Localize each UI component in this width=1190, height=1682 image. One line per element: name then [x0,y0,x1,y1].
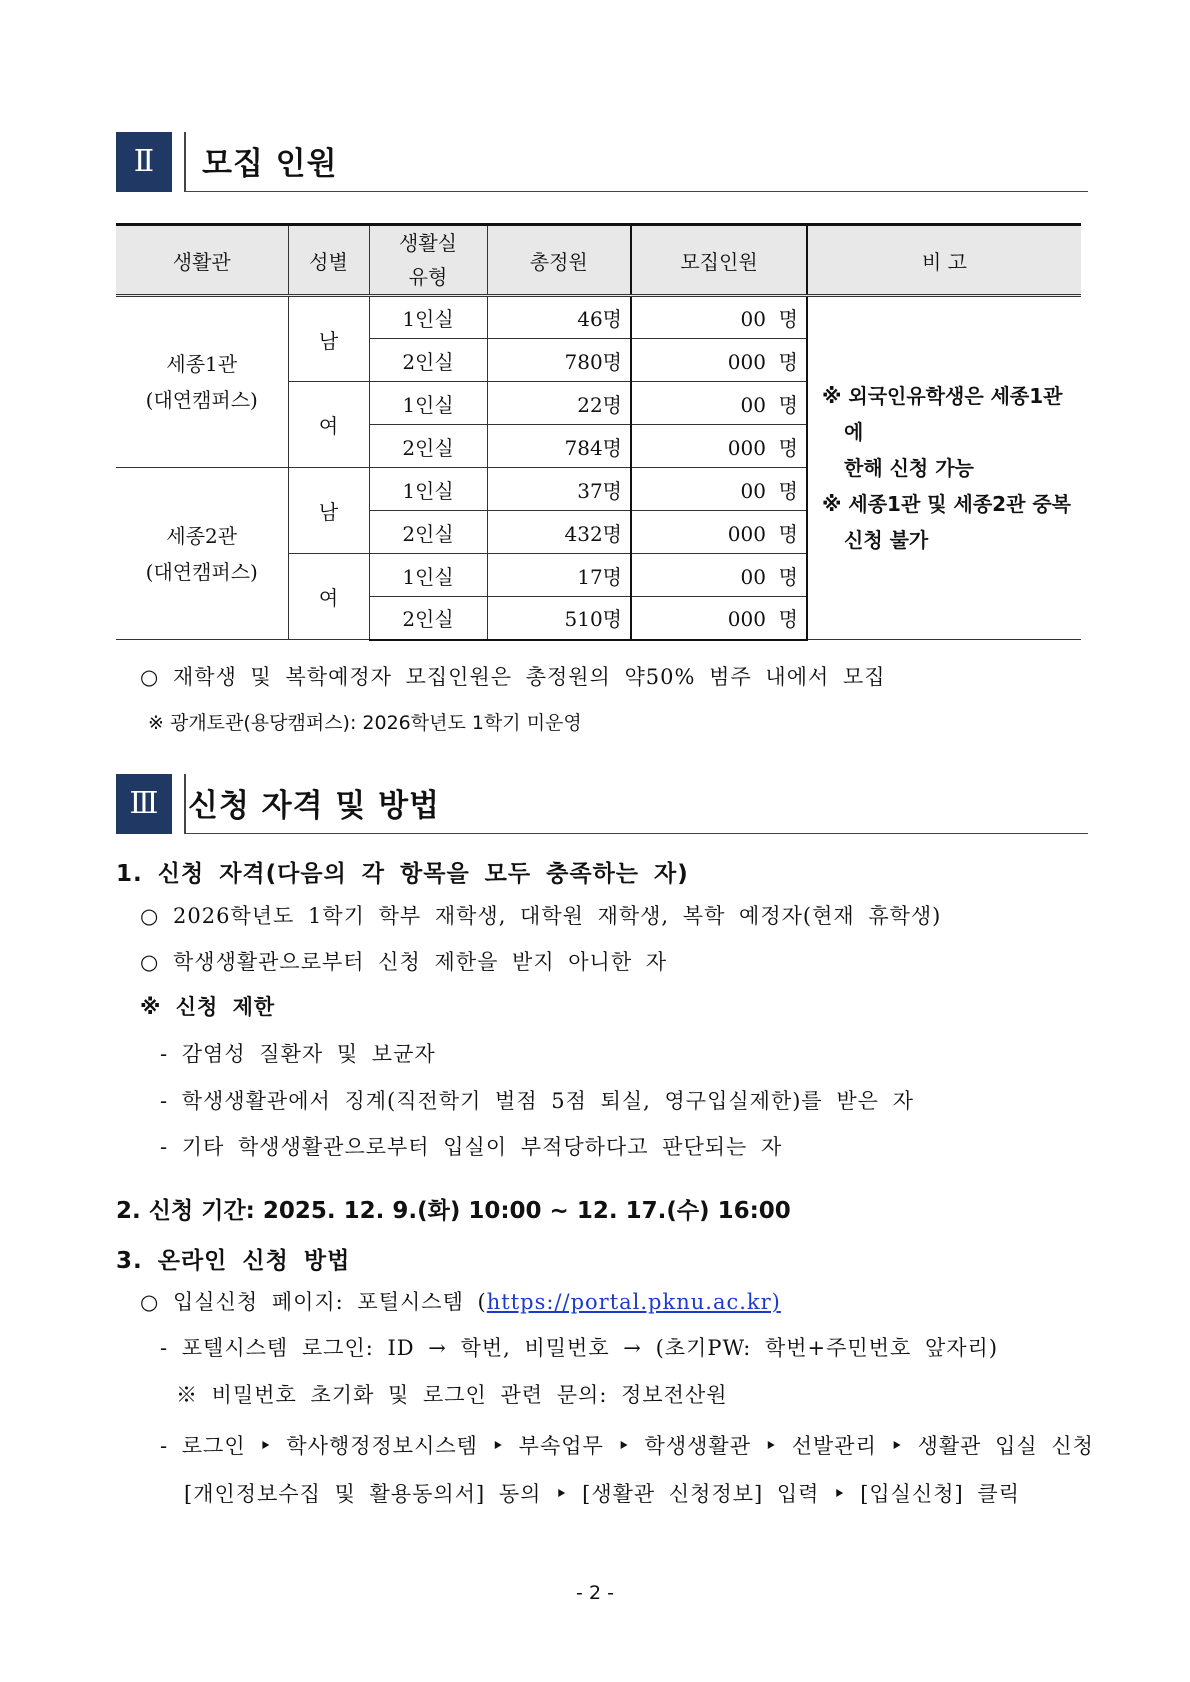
online-method-heading: 3. 온라인 신청 방법 [116,1248,351,1274]
recruit-cell: 000 명 [631,597,807,640]
capacity-cell: 780명 [487,339,631,382]
note-no-duplicate [822,486,1073,558]
room-cell: 1인실 [369,554,487,597]
room-cell: 1인실 [369,382,487,425]
recruit-cell: 00 명 [631,554,807,597]
section-2-header [116,132,1088,192]
header-gender: 성별 [288,225,369,296]
header-hall: 생활관 [116,225,288,296]
hall-campus: (대연캠퍼스) [145,388,258,412]
section-3-header [116,774,1088,834]
hall-name: 세종2관 [166,523,238,548]
room-cell: 1인실 [369,468,487,511]
remarks-cell [807,296,1081,640]
recruit-cell: 000 명 [631,511,807,554]
header-recruit: 모집인원 [631,225,807,296]
room-cell: 2인실 [369,597,487,640]
recruit-cell: 000 명 [631,425,807,468]
password-note: ※ 비밀번호 초기화 및 로그인 관련 문의: 정보전산원 [176,1383,728,1407]
divider [184,191,1088,192]
eligibility-heading: 1. 신청 자격(다음의 각 항목을 모두 충족하는 자) [116,861,689,887]
gender-cell: 남 [288,296,369,382]
section-title: 신청 자격 및 방법 [188,788,440,824]
room-cell: 2인실 [369,511,487,554]
header-room-type-line1: 생활실 [399,231,457,255]
gender-cell: 여 [288,382,369,468]
divider [184,774,186,834]
capacity-cell: 46명 [487,296,631,339]
hall-cell [116,296,288,468]
gender-cell: 남 [288,468,369,554]
campus-note: ※ 광개토관(용당캠퍼스): 2026학년도 1학기 미운영 [148,712,582,734]
capacity-cell: 510명 [487,597,631,640]
table-row [116,296,1081,339]
hall-name: 세종1관 [166,352,238,376]
capacity-cell: 22명 [487,382,631,425]
recruit-cell: 00 명 [631,296,807,339]
divider [184,132,186,192]
note-line: ※ 외국인유학생은 세종1관에 [822,384,1063,444]
note-foreign-students [822,378,1073,486]
header-capacity: 총정원 [487,225,631,296]
application-period: 2. 신청 기간: 2025. 12. 9.(화) 10:00 ~ 12. 17.(수) 16:00 [116,1198,791,1224]
restriction-item: - 감염성 질환자 및 보균자 [160,1042,436,1066]
room-cell: 2인실 [369,425,487,468]
menu-path-cont: [개인정보수집 및 활용동의서] 동의 ‣ [생활관 신청정보] 입력 ‣ [입실신청] 클릭 [184,1482,1020,1506]
note-line: ※ 세종1관 및 세종2관 중복 [822,492,1072,516]
restriction-heading: ※ 신청 제한 [140,995,276,1019]
recruit-note-bullet: ○ 재학생 및 복학예정자 모집인원은 총정원의 약50% 범주 내에서 모집 [140,665,886,689]
portal-link[interactable]: https://portal.pknu.ac.kr) [486,1290,781,1314]
portal-label: ○ 입실신청 페이지: 포털시스템 ( [140,1290,487,1314]
section-title: 모집 인원 [202,146,338,182]
recruit-cell: 000 명 [631,339,807,382]
header-room-type-line2: 유형 [408,265,448,289]
note-line: 신청 불가 [844,528,929,552]
table-header-row [116,225,1081,296]
hall-campus: (대연캠퍼스) [145,559,258,584]
portal-line [140,1286,781,1316]
room-cell: 1인실 [369,296,487,339]
room-cell: 2인실 [369,339,487,382]
gender-cell: 여 [288,554,369,640]
divider [184,833,1088,834]
page-number: - 2 - [576,1582,614,1604]
note-line: 한해 신청 가능 [844,456,974,480]
eligibility-item: ○ 2026학년도 1학기 학부 재학생, 대학원 재학생, 복학 예정자(현재 휴학생) [140,904,942,928]
hall-cell [116,468,288,640]
recruitment-table [116,223,1081,641]
header-remarks: 비 고 [807,225,1081,296]
capacity-cell: 432명 [487,511,631,554]
eligibility-item: ○ 학생생활관으로부터 신청 제한을 받지 아니한 자 [140,950,668,974]
header-room-type [369,225,487,296]
section-number: Ⅲ [116,774,172,834]
section-number: Ⅱ [116,132,172,192]
login-instructions: - 포텔시스템 로그인: ID → 학번, 비밀번호 → (초기PW: 학번+주민번호 앞자리) [160,1336,999,1360]
capacity-cell: 784명 [487,425,631,468]
restriction-item: - 학생생활관에서 징계(직전학기 벌점 5점 퇴실, 영구입실제한)를 받은 자 [160,1089,914,1113]
restriction-item: - 기타 학생생활관으로부터 입실이 부적당하다고 판단되는 자 [160,1135,783,1159]
menu-path: - 로그인 ‣ 학사행정정보시스템 ‣ 부속업무 ‣ 학생생활관 ‣ 선발관리 ‣ 생활관 입실 신청 [160,1434,1094,1458]
recruit-cell: 00 명 [631,468,807,511]
capacity-cell: 17명 [487,554,631,597]
capacity-cell: 37명 [487,468,631,511]
recruit-cell: 00 명 [631,382,807,425]
